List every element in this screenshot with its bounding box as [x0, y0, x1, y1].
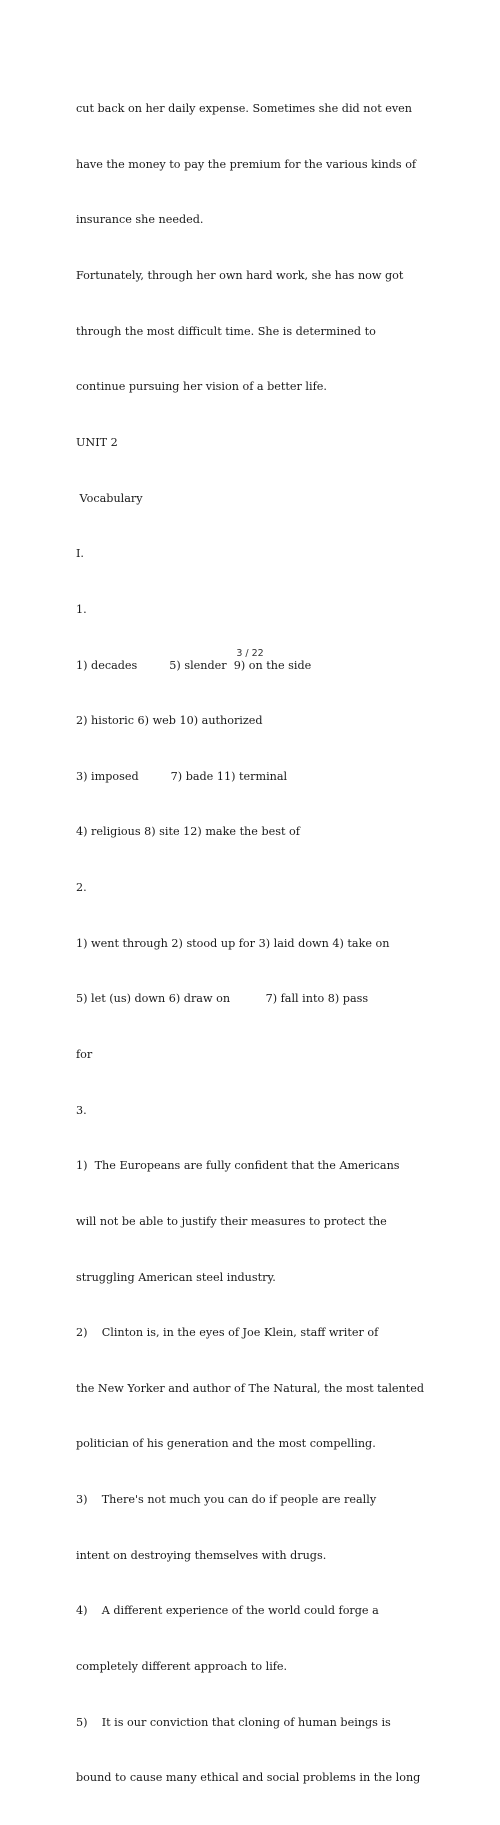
unit-heading: UNIT 2 [76, 435, 118, 449]
text-line: will not be able to justify their measures to protect the [76, 1214, 387, 1228]
exercise-number: 2. [76, 881, 87, 895]
document-body [76, 63, 436, 1825]
text-line: 5) It is our conviction that cloning of human beings is [76, 1715, 391, 1729]
text-line: struggling American steel industry. [76, 1270, 276, 1284]
answer-line: 2) historic 6) web 10) authorized [76, 714, 263, 728]
text-line: 2) Clinton is, in the eyes of Joe Klein, staff writer of [76, 1326, 379, 1340]
section-heading: Vocabulary [76, 491, 143, 505]
exercise-number: 1. [76, 602, 87, 616]
exercise-number: 3. [76, 1103, 87, 1117]
answer-line: 5) let (us) down 6) draw on 7) fall into 8) pass [76, 992, 369, 1006]
text-line: bound to cause many ethical and social problems in the long [76, 1771, 421, 1785]
text-line: completely different approach to life. [76, 1660, 288, 1674]
page-number: 3 / 22 [236, 648, 264, 659]
text-line: politician of his generation and the most compelling. [76, 1437, 376, 1451]
text-line: through the most difficult time. She is determined to [76, 324, 376, 338]
text-line: intent on destroying themselves with drugs. [76, 1548, 327, 1562]
text-line: 4) A different experience of the world could forge a [76, 1604, 379, 1618]
answer-line: 3) imposed 7) bade 11) terminal [76, 769, 288, 783]
text-line: 3) There's not much you can do if people are really [76, 1493, 377, 1507]
answer-line: 1) decades 5) slender 9) on the side [76, 658, 312, 672]
exercise-number: I. [76, 547, 84, 561]
answer-line: 1) went through 2) stood up for 3) laid down 4) take on [76, 936, 390, 950]
text-line: continue pursuing her vision of a better life. [76, 380, 327, 394]
text-line: have the money to pay the premium for the various kinds of [76, 157, 417, 171]
text-line: insurance she needed. [76, 213, 204, 227]
text-line: Fortunately, through her own hard work, she has now got [76, 269, 404, 283]
text-line: cut back on her daily expense. Sometimes she did not even [76, 102, 413, 116]
text-line: the New Yorker and author of The Natural, the most talented [76, 1381, 425, 1395]
answer-line: for [76, 1047, 93, 1061]
text-line: 1) The Europeans are fully confident that the Americans [76, 1159, 400, 1173]
answer-line: 4) religious 8) site 12) make the best of [76, 825, 300, 839]
